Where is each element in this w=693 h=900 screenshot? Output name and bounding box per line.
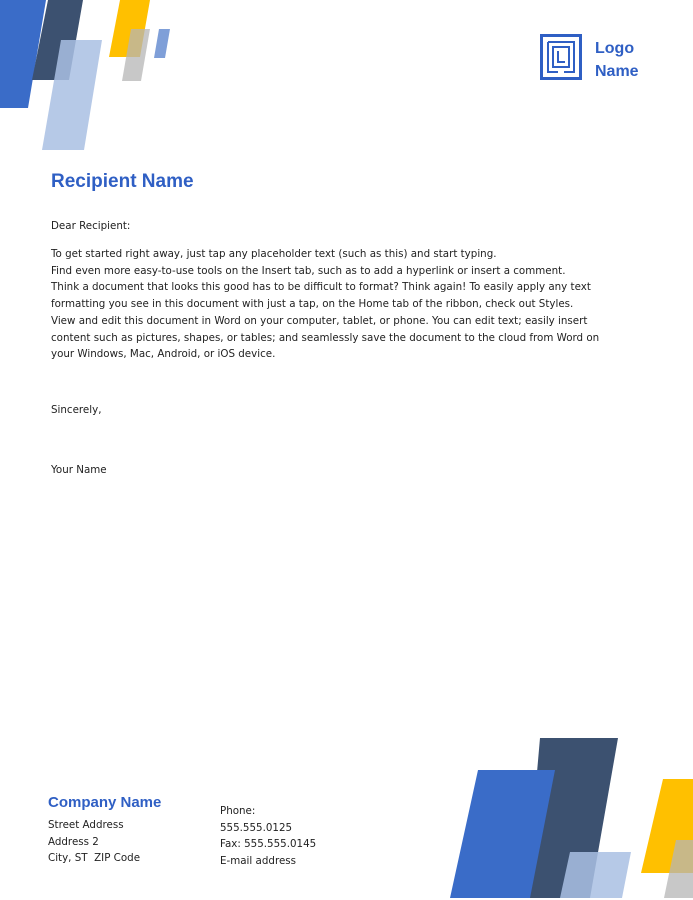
company-name[interactable]: Company Name — [48, 794, 162, 811]
light-blue-bar-shape — [560, 852, 631, 898]
fax-number: Fax: 555.555.0145 — [220, 838, 317, 851]
logo-name — [595, 37, 639, 83]
street-address: Street Address — [48, 819, 124, 831]
body-line: Think a document that looks this good has to be difficult to format? Think again! To easily apply any text — [51, 281, 591, 294]
closing[interactable]: Sincerely, — [51, 404, 102, 416]
logo-line-2: Name — [595, 63, 639, 80]
body-line: your Windows, Mac, Android, or iOS device. — [51, 348, 276, 361]
body-line: content such as pictures, shapes, or tables; and seamlessly save the document to the cloud from Word on — [51, 331, 600, 344]
body-line: formatting you see in this document with just a tap, on the Home tab of the ribbon, check out Styles. — [51, 298, 574, 311]
signature-name[interactable]: Your Name — [51, 464, 107, 476]
body-line: View and edit this document in Word on your computer, tablet, or phone. You can edit text; easily insert — [51, 314, 588, 327]
letter-body[interactable] — [51, 246, 651, 363]
body-line: Find even more easy-to-use tools on the Insert tab, such as to add a hyperlink or insert a comment. — [51, 264, 566, 277]
recipient-name[interactable]: Recipient Name — [51, 171, 194, 192]
company-contact[interactable] — [220, 803, 316, 869]
address-2: Address 2 — [48, 835, 99, 848]
logo-icon — [540, 34, 582, 80]
logo-line-1: Logo — [595, 40, 635, 57]
phone-label: Phone: — [220, 805, 256, 817]
body-line: To get started right away, just tap any placeholder text (such as this) and start typing. — [51, 248, 497, 260]
salutation[interactable]: Dear Recipient: — [51, 220, 131, 232]
small-blue-bar-shape — [154, 29, 170, 58]
email-address: E-mail address — [220, 854, 297, 867]
city-state-zip: City, ST ZIP Code — [48, 852, 141, 865]
phone-number: 555.555.0125 — [220, 821, 293, 834]
company-address[interactable] — [48, 817, 140, 867]
